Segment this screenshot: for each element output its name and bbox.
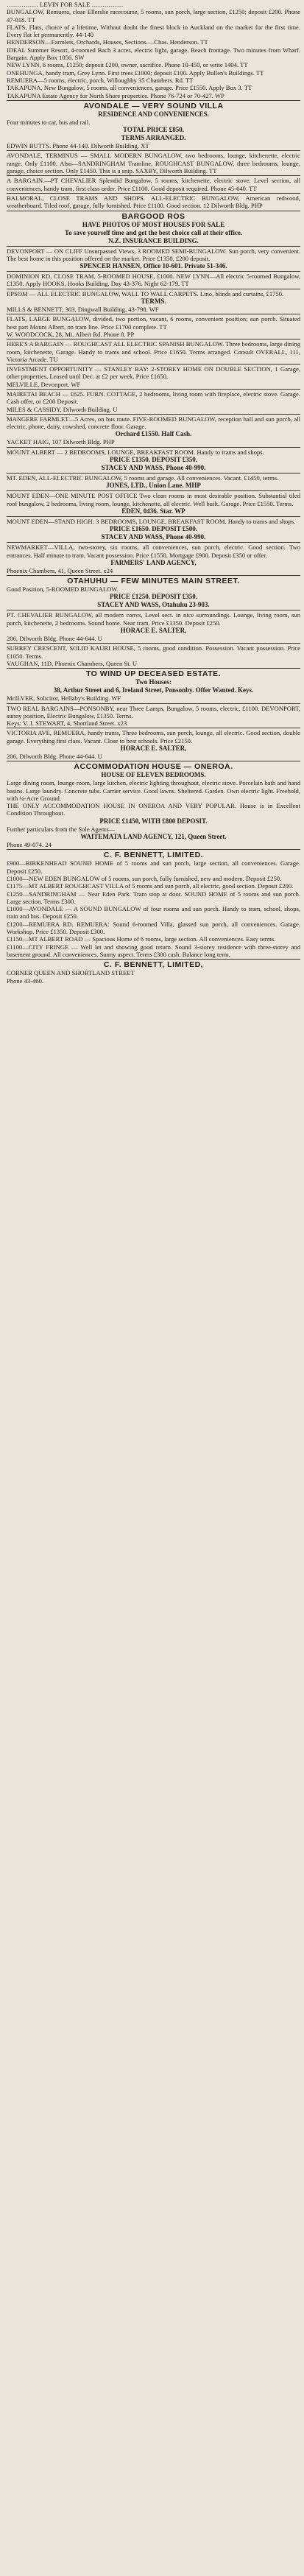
ad-text: REMUERA—5 rooms, electric, porch, Willoughby 35 Chambers. Rd. TT — [7, 76, 194, 84]
ad-text: MAIRETAI BEACH — £625. FURN. COTTAGE, 2 bedrooms, living room with fireplace, electric stove. Garage. Cash offer, or £200 Deposit. — [7, 390, 300, 406]
ad-text: 206, Dilworth Bldg. Phone 44-644. U — [7, 635, 102, 643]
ad-text: Phoenix Chambers, 41, Queen Street. x24 — [7, 566, 113, 574]
ad-text: CORNER QUEEN AND SHORTLAND STREET — [7, 969, 135, 977]
ad-text: …………… LEVIN FOR SALE …………… — [7, 1, 124, 8]
column-rule — [7, 575, 300, 576]
ad-subheading: 38, Arthur Street and 6, Ireland Street, Ponsonby. Offer Wanted. Keys. — [53, 686, 254, 694]
ad-text: £1175—MT ALBERT ROUGHCAST VILLA of 5 rooms and sun porch, all electric, good section. Deposit £200. — [7, 882, 294, 890]
ad-text: Further particulars from the Sole Agents— — [7, 825, 116, 833]
ad-text: MOUNT EDEN—ONE MINUTE POST OFFICE Two clean rooms in most desirable position. Substantial tiled roof bungalow, 2 bedrooms, living room, lounge, kitchenette, all electric. Well built. Garage. Price £1550. Terms. — [7, 492, 300, 507]
column-rule — [7, 703, 300, 704]
ad-text: BALMORAL, CLOSE TRAMS AND SHOPS. ALL-ELECTRIC BUNGALOW, American redwood, weatherboard. Tiled roof, garage, fully furnished. Price £1100. Good section. 12 Dilworth Bldg. PHP — [7, 194, 300, 210]
ad-subheading: SPENCER HANSEN, Office 10-601. Private 51-346. — [79, 262, 227, 270]
column-rule — [7, 516, 300, 517]
ad-text: MANGERE FARMLET—5 Acres, on bus route. FIVE-ROOMED BUNGALOW, reception hall and sun porch, all electric, phone, dairy, cowshed, concrete floor. Garage. — [7, 415, 300, 431]
ad-text: MOUNT ALBERT — 2 BEDROOMS, LOUNGE, BREAKFAST ROOM. Handy to trams and shops. — [7, 448, 264, 456]
ad-text: Keys: V. J. STEWART, 4, Shortland Street. x23 — [7, 719, 127, 728]
ad-text: Good Position, 5-ROOMED BUNGALOW. — [7, 585, 119, 594]
ad-text: Phone 49-074. 24 — [7, 841, 52, 849]
ad-heading: AVONDALE — VERY SOUND VILLA — [83, 101, 224, 110]
ad-text: FLATS, Flats, choice of a lifetime, Without doubt the finest block in Auckland on the market for the first time. Every flat let permanently. 44-140 — [7, 23, 300, 39]
ad-text: HENDERSON—Farmlets, Orchards, Houses, Sections.—Chas. Henderson. TT — [7, 38, 208, 46]
column-rule — [7, 175, 300, 176]
ad-heading: C. F. BENNETT, LIMITED, — [103, 960, 204, 970]
ad-heading: ACCOMMODATION HOUSE — ONEROA. — [74, 762, 233, 772]
ad-subheading: N.Z. INSURANCE BUILDING. — [108, 236, 199, 244]
ad-text: W. WOODCOCK, 28, Mt. Albert Rd. Phone 8. PP — [7, 330, 135, 338]
ad-text: PT. CHEVALIER BUNGALOW, all modern convs, Level sect. in nice surroundings. Lounge, living room, sun porch, kitchenette, 2 bedrooms. Sound home. Near tram. Price £1350. Deposit £250. — [7, 611, 300, 627]
column-rule — [7, 959, 300, 960]
ad-text: VAUGHAN, 11D, Phoenix Chambers, Queen St. U — [7, 659, 138, 667]
ad-subheading: TERMS. — [141, 298, 166, 306]
ad-text: Large dining room, lounge room, large kitchen, electric lighting throughout, electric stove. Porcelain bath and hand basins. Large laundry. Concrete tubs. Carrier service. Good lawns. Sheltered. Garden. Own electric light. Freehold, with ¼-Acre Ground. — [7, 779, 300, 802]
ad-text: £1250—SANDRINGHAM — Near Eden Park. Tram stop at door. SOUND HOME of 5 rooms and sun porch. Large section. Terms £300. — [7, 890, 300, 905]
ad-text: NEWMARKET—VILLA, two-storey, six rooms, all conveniences, sun porch, electric. Good section. Two entrances. Half minute to tram. Vacant possession. Price £1550. Mortgage £900. Deposit £350 or offer. — [7, 543, 300, 559]
ad-subheading: To save yourself time and get the best choice call at their office. — [64, 228, 243, 236]
ad-subheading: TOTAL PRICE £850. — [123, 126, 184, 134]
ad-subheading: STACEY AND WASS, Phone 40-990. — [101, 533, 206, 541]
ad-subheading: PRICE £1650. DEPOSIT £500. — [109, 525, 198, 533]
ad-subheading: JONES, LTD., Union Lane. MHP — [106, 482, 201, 490]
ad-heading: C. F. BENNETT, LIMITED. — [103, 851, 204, 860]
ad-text: £1000—NEW EDEN BUNGALOW of 5 rooms, sun porch, fully furnished, new and modern. Deposit £250. — [7, 874, 282, 882]
ad-subheading: HOUSE OF ELEVEN BEDROOMS. — [101, 771, 206, 779]
ad-text: INVESTMENT OPPORTUNITY — STANLEY BAY: 2-STOREY HOME ON DOUBLE SECTION, 1 Garage, other properties, Leased until Dec. at £2 per week. Price £1650. — [7, 365, 300, 381]
column-rule — [7, 271, 300, 272]
ad-text: MT. EDEN, ALL-ELECTRIC BUNGALOW, 5 rooms and garage. All conveniences. Vacant. £1450, terms. — [7, 474, 279, 482]
ad-text: Four minutes to car, bus and rail. — [7, 118, 91, 126]
ad-text: IDEAL Summer Resort, 4-roomed Bach 3 acres, electric light, garage, Beach frontage. Two minutes from Wharf. Bargain. Apply Box 1056. SW — [7, 46, 300, 62]
ad-heading: BARGOOD ROS — [121, 211, 185, 221]
column-rule — [7, 447, 300, 448]
ad-subheading: Orchard £1550. Half Cash. — [115, 430, 192, 438]
ad-text: BUNGALOW, Remuera, close Ellerslie racecourse, 5 rooms, sun porch, large section, £1250; deposit £200. Phone 47-018. TT — [7, 8, 300, 24]
ad-text: McILVER, Solicitor, Hellaby's Building. WF — [7, 694, 121, 703]
ad-text: MELVILLE, Devonport. WF — [7, 380, 81, 388]
column-rule — [7, 643, 300, 644]
ad-text: TAKAPUNA, New Bungalow, 5 rooms, all conveniences, garage. Price £1550. Apply Box 3. TT — [7, 84, 252, 92]
column-rule — [7, 473, 300, 474]
ad-text: VICTORIA AVE, REMUERA, handy trams, Three bedrooms, sun porch, lounge, all electric. Good section, double garage. Everything first class. Vacant. Close to best schools. Price £2150. — [7, 729, 300, 745]
column-rule — [7, 246, 300, 247]
ad-subheading: Two Houses: — [135, 678, 172, 686]
column-rule — [7, 389, 300, 390]
ad-subheading: HAVE PHOTOS OF MOST HOUSES FOR SALE — [82, 220, 225, 228]
ad-subheading: WAITEMATA LAND AGENCY, 121, Queen Street. — [80, 833, 227, 841]
column-rule — [7, 414, 300, 415]
ad-subheading: TERMS ARRANGED. — [121, 134, 186, 142]
column-rule — [7, 364, 300, 365]
ad-text: £1100—CITY FRINGE — Well let and showing good return. Sound 3-storey residence with three-storey and basement ground. All conveniences. Sunny aspect. Terms £300 cash. Balance long term. — [7, 943, 300, 958]
ad-text: TAKAPUNA Estate Agency for North Shore properties. Phone 76-724 or 70-427. WP — [7, 91, 225, 99]
ad-text: MILES & CASSIDY, Dilworth Building. U — [7, 405, 118, 413]
ad-heading: OTAHUHU — FEW MINUTES MAIN STREET. — [67, 577, 240, 586]
column-rule — [7, 150, 300, 151]
ad-text: £1000—AVONDALE — A SOUND BUNGALOW of four rooms and sun porch. Handy to tram, school, shops, train and bus. Deposit £250. — [7, 905, 300, 921]
column-rule — [7, 849, 300, 850]
ad-text: MILLS & BENNETT, 303, Dingwall Building, 43-798. WF — [7, 306, 159, 314]
ad-subheading: FARMERS' LAND AGENCY, — [110, 558, 197, 566]
ad-text: ONEHUNGA, handy tram, Grey Lynn. First trees £1000; deposit £100. Apply Bullen's Buildings. TT — [7, 68, 264, 77]
ad-text: £1150—MT ALBERT ROAD — Spacious Home of 6 rooms, large section. All conveniences. Easy terms. — [7, 935, 276, 943]
ad-text: THE ONLY ACCOMMODATION HOUSE IN ONEROA AND VERY POPULAR. House is in Excellent Condition Throughout. — [7, 802, 300, 817]
ad-subheading: EDEN, 0436. Star. WP — [121, 507, 185, 515]
ad-text: DOMINION RD, CLOSE TRAM, 5-ROOMED HOUSE, £1000. NEW LYNN—All electric 5-roomed Bungalow, £1350. Apply HOOKS, Hooks Building. Day 43-376. Night 62-179. TT — [7, 272, 300, 288]
ad-text: HERE'S A BARGAIN — ROUGHCAST ALL ELECTRIC SPANISH BUNGALOW. Three bedrooms, large dining room, kitchenette, Garage. Handy to trams and school. Price £1650. Terms arranged. Consult OVERALL, 111, Victoria Arcade. TU — [7, 340, 300, 363]
ad-text: YACKET HAIG, 107 Dilworth Bldg. PHP — [7, 438, 115, 446]
column-rule — [7, 490, 300, 491]
ad-text: EDWIN BUTTS. Phone 44-140. Dilworth Building. XT — [7, 142, 149, 150]
ad-subheading: STACEY AND WASS, Otahuhu 23-903. — [97, 601, 210, 609]
ad-text: A BARGAIN.—PT CHEVALIER Splendid Bungalow, 5 rooms, kitchenette, electric stove. Level section, all conveniences, handy tram, first class order. Price £1100. Good deposit required. Phone 45-640. TT — [7, 177, 300, 192]
ad-subheading: PRICE £1350. DEPOSIT £350. — [109, 456, 198, 464]
ad-heading: TO WIND UP DECEASED ESTATE. — [85, 669, 222, 679]
ad-text: MOUNT EDEN—STAND HIGH: 3 BEDROOMS, LOUNGE, BREAKFAST ROOM. Handy to trams and shops. — [7, 517, 296, 525]
ad-text: FLATS, LARGE BUNGALOW, divided, two portion, vacant, 6 rooms, convenient position; sun porch. Situated best part Mount Albert, on tram line. Price £1700 complete. TT — [7, 315, 300, 331]
ad-text: DEVONPORT — ON CLIFF Unsurpassed Views, 3 ROOMED SEMI-BUNGALOW. Sun porch, very convenient. The best home in this position offered on the market. Price £1350, £200 deposit. — [7, 247, 300, 262]
ad-subheading: STACEY AND WASS, Phone 40-990. — [101, 464, 206, 472]
ad-text: 206, Dilworth Bldg. Phone 44-644. U — [7, 753, 102, 760]
column-rule — [7, 542, 300, 543]
ad-text: £1200—REMUERA RD. REMUERA: Sound 6-roomed Villa, glassed sun porch, all conveniences. Garage. Workshop. Price £1350. Deposit £300. — [7, 920, 300, 936]
ad-text: AVONDALE, TERMINUS — SMALL MODERN BUNGALOW, two bedrooms, lounge, kitchenette, electric range. Only £1100. Also—SANDRINGHAM Tramline, ROUGHCAST BUNGALOW, three bedrooms, lounge, garage, choice section. Only £1450. This is a snip. SAXBY, Dilworth Building. TT — [7, 152, 300, 175]
column-rule — [7, 100, 300, 101]
column-rule — [7, 193, 300, 194]
ad-subheading: HORACE E. SALTER, — [120, 627, 187, 635]
ad-subheading: PRICE £1450, WITH £800 DEPOSIT. — [99, 817, 208, 825]
ad-subheading: HORACE E. SALTER, — [120, 745, 187, 752]
ad-text: TWO REAL BARGAINS—PONSONBY, near Three Lamps, Bungalow, 5 rooms, electric, £1100. DEVONPORT, sunny position, Electric Bungalow, £1350. Terms. — [7, 704, 300, 719]
column-rule — [7, 668, 300, 669]
ad-subheading: PRICE £1250. DEPOSIT £350. — [109, 593, 198, 601]
ad-subheading: RESIDENCE AND CONVENIENCES. — [98, 110, 209, 118]
ad-text: £900—BIRKENHEAD SOUND HOME of 5 rooms and sun porch, large section, all conveniences. Garage. Deposit £250. — [7, 859, 300, 875]
ad-text: EPSOM — ALL ELECTRIC BUNGALOW, WALL TO WALL CARPETS. Lino, blinds and curtains, £1750. — [7, 289, 284, 298]
ad-text: SURREY CRESCENT, SOLID KAURI HOUSE, 5 rooms, good condition. Possession. Vacant possession. Price £1050. Terms. — [7, 644, 300, 660]
ad-text: Phone 43-460. — [7, 976, 44, 985]
ad-text: NEW LYNN, 6 rooms, £1250; deposit £200, owner, sacrifice. Phone 10-450, or write 1404. TT — [7, 61, 248, 69]
